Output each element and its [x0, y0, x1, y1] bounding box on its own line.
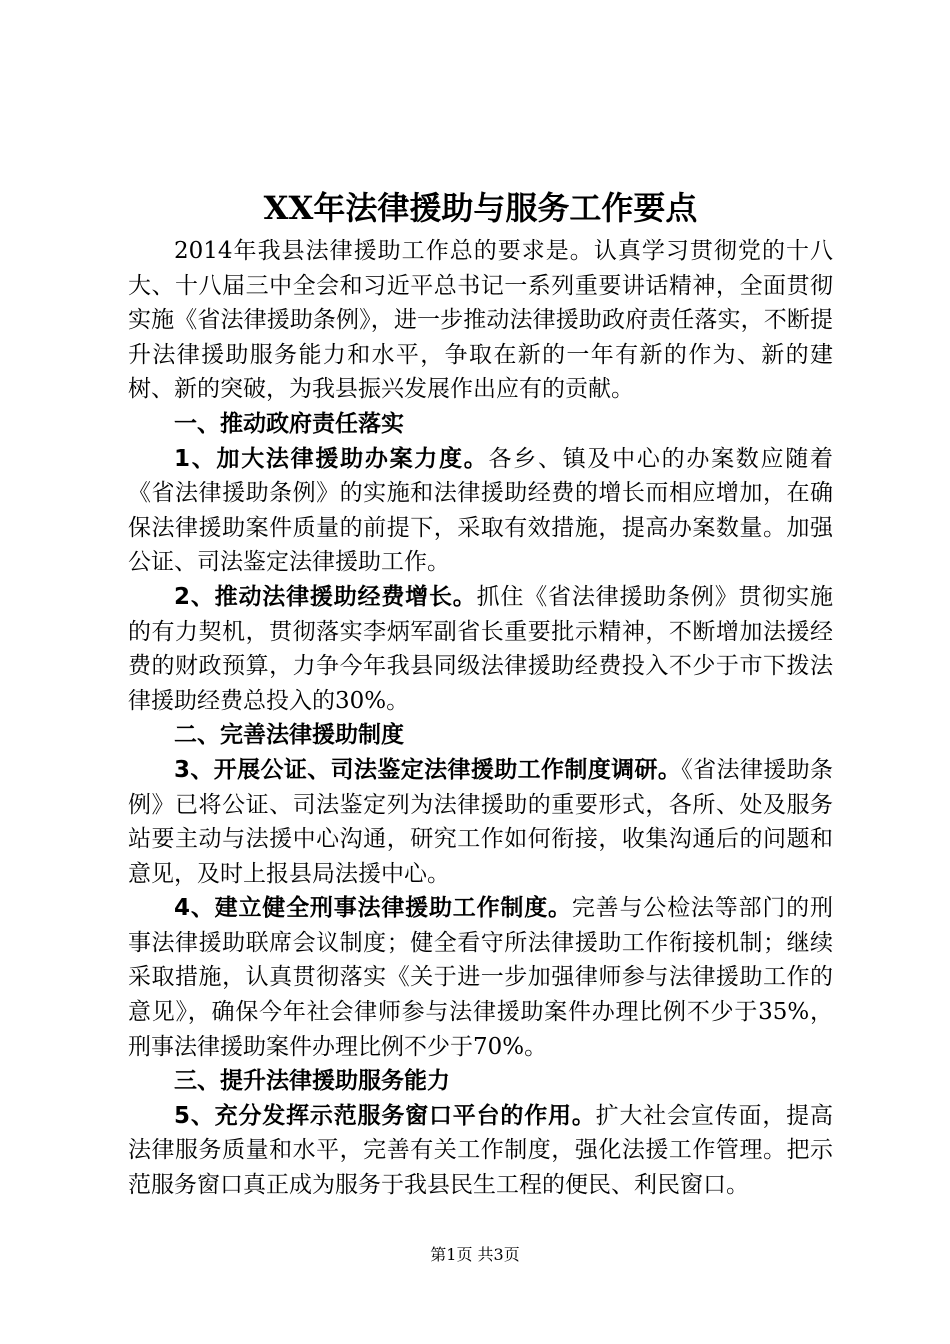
item-text-4: 完善与公检法等部门的刑事法律援助联席会议制度；健全看守所法律援助工作衔接机制；继续采取措施，认真贯彻落实《关于进一步加强律师参与法律援助工作的意见》，确保今年社会律师参与法律援助案件办理比例不少于35%，刑事法律援助案件办理比例不少于70%。 [128, 895, 834, 1060]
document-title: XX年法律援助与服务工作要点 [263, 189, 698, 227]
section-heading-3: 三、提升法律援助服务能力 [174, 1068, 450, 1095]
item-text-3: 《省法律援助条例》已将公证、司法鉴定列为法律援助的重要形式，各所、处及服务站要主动与法援中心沟通，研究工作如何衔接，收集沟通后的问题和意见，及时上报县局法援中心。 [128, 756, 833, 887]
item-paragraph-3 [128, 753, 833, 891]
item-lead-4: 4、建立健全刑事法律援助工作制度。 [174, 895, 572, 922]
item-paragraph-2 [128, 580, 833, 718]
section-heading-2: 二、完善法律援助制度 [174, 722, 404, 749]
item-text-1: 各乡、镇及中心的办案数应随着《省法律援助条例》的实施和法律援助经费的增长而相应增加，在确保法律援助案件质量的前提下，采取有效措施，提高办案数量。加强公证、司法鉴定法律援助工作。 [128, 445, 833, 576]
page-footer: 第1页 共3页 [430, 1245, 520, 1264]
document-page [128, 186, 833, 1203]
item-paragraph-4 [128, 891, 833, 1064]
item-text-5: 扩大社会宣传面，提高法律服务质量和水平，完善有关工作制度，强化法援工作管理。把示范服务窗口真正成为服务于我县民生工程的便民、利民窗口。 [128, 1102, 834, 1199]
section-heading-1: 一、推动政府责任落实 [174, 410, 404, 437]
item-paragraph-5 [128, 1099, 833, 1203]
item-lead-2: 2、推动法律援助经费增长。 [174, 583, 477, 610]
item-paragraph-1 [128, 442, 833, 580]
item-lead-1: 1、加大法律援助办案力度。 [174, 445, 489, 472]
item-lead-5: 5、充分发挥示范服务窗口平台的作用。 [174, 1102, 596, 1129]
intro-paragraph: 2014年我县法律援助工作总的要求是。认真学习贯彻党的十八大、十八届三中全会和习近平总书记一系列重要讲话精神，全面贯彻实施《省法律援助条例》，进一步推动法律援助政府责任落实，不断提升法律援助服务能力和水平，争取在新的一年有新的作为、新的建树、新的突破，为我县振兴发展作出应有的贡献。 [128, 238, 833, 403]
item-lead-3: 3、开展公证、司法鉴定法律援助工作制度调研。 [174, 756, 682, 783]
document-body [128, 234, 833, 1203]
item-text-2: 抓住《省法律援助条例》贯彻实施的有力契机，贯彻落实李炳军副省长重要批示精神，不断增加法援经费的财政预算，力争今年我县同级法律援助经费投入不少于市下拨法律援助经费总投入的30%。 [128, 583, 833, 714]
